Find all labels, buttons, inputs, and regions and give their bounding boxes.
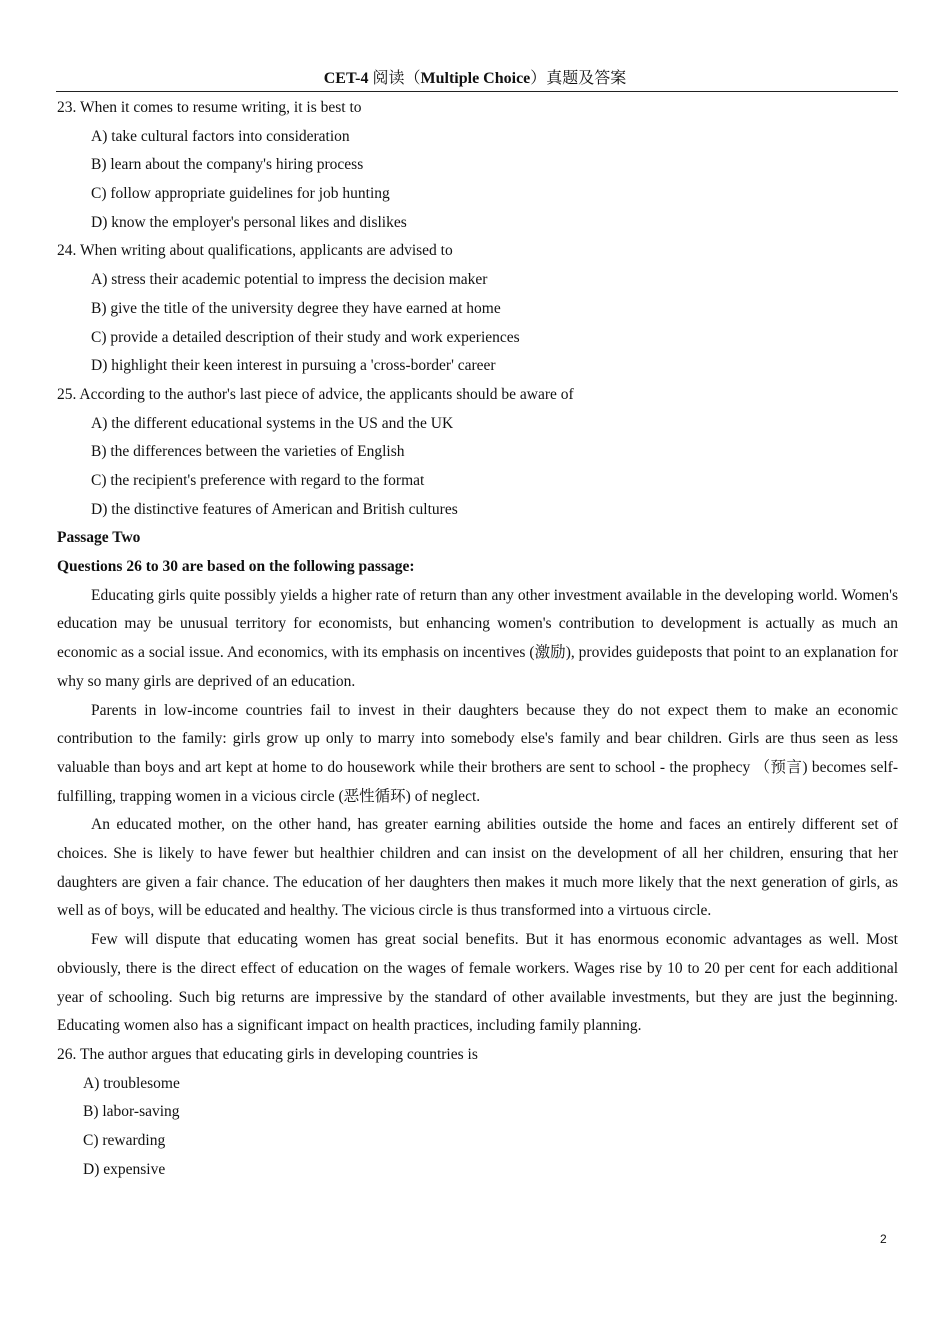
passage-paragraph: Educating girls quite possibly yields a higher rate of return than any other investment available in the developing world. Women's education may be unusual territory for economists, but enhancing women's contribution to development is actually as much an economic as a social issue. And economics, with its emphasis on incentives (激励), provides guideposts that point to an explanation for why so many girls are deprived of an education. <box>57 586 898 690</box>
answer-option: A) take cultural factors into consideration <box>91 127 350 145</box>
question-stem: 26. The author argues that educating girls in developing countries is <box>57 1045 478 1063</box>
document-body <box>57 94 898 1184</box>
page-header-title <box>0 68 950 90</box>
answer-option: D) highlight their keen interest in pursuing a 'cross-border' career <box>91 357 496 375</box>
question-stem: 25. According to the author's last piece of advice, the applicants should be aware of <box>57 385 574 403</box>
passage-subheading: Questions 26 to 30 are based on the following passage: <box>57 558 415 575</box>
answer-option: C) the recipient's preference with regard to the format <box>91 471 425 489</box>
question-stem: 23. When it comes to resume writing, it is best to <box>57 99 362 116</box>
answer-option: C) follow appropriate guidelines for job hunting <box>91 185 390 203</box>
header-title-prefix: CET-4 <box>323 70 369 87</box>
header-title-cn2: ）真题及答案 <box>530 70 627 87</box>
passage-heading: Passage Two <box>57 529 141 547</box>
question-25 <box>57 381 898 524</box>
passage-paragraph: Few will dispute that educating women has great social benefits. But it has enormous economic advantages as well. Most obviously, there is the direct effect of education on the wages of female workers. Wages rise by 10 to 20 per cent for each additional year of schooling. Such big returns are impressive by the standard of other available investments, but they are just the beginning. Educating women also has a significant impact on health practices, including family planning. <box>57 931 898 1035</box>
answer-option: C) provide a detailed description of their study and work experiences <box>91 328 520 346</box>
passage-paragraph: An educated mother, on the other hand, has greater earning abilities outside the home and faces an entirely different set of choices. She is likely to have fewer but healthier children and can insist on the development of all her children, ensuring that her daughters are given a fair chance. The education of her daughters then makes it much more likely that the next generation of girls, as well as of boys, will be educated and healthy. The vicious circle is thus transformed into a virtuous circle. <box>57 816 898 920</box>
question-stem: 24. When writing about qualifications, applicants are advised to <box>57 242 453 260</box>
question-24 <box>57 237 898 380</box>
header-title-en: Multiple Choice <box>420 70 531 87</box>
answer-option: D) expensive <box>83 1160 166 1178</box>
answer-option: D) the distinctive features of American and British cultures <box>91 500 458 518</box>
answer-option: B) labor-saving <box>83 1103 180 1121</box>
header-title-cn1: 阅读（ <box>368 70 421 87</box>
question-23 <box>57 94 898 237</box>
question-26 <box>57 1041 898 1184</box>
header-rule <box>56 91 898 92</box>
answer-option: A) stress their academic potential to impress the decision maker <box>91 271 488 289</box>
answer-option: B) learn about the company's hiring process <box>91 156 364 174</box>
answer-option: A) troublesome <box>83 1074 180 1092</box>
answer-option: B) give the title of the university degree they have earned at home <box>91 299 501 317</box>
answer-option: C) rewarding <box>83 1132 166 1149</box>
answer-option: B) the differences between the varieties of English <box>91 443 405 461</box>
page-number: 2 <box>880 1232 887 1246</box>
passage-paragraph: Parents in low-income countries fail to invest in their daughters because they do not expect them to make an economic contribution to the family: girls grow up only to marry into somebody else's family and bear children. Girls are thus seen as less valuable than boys and art kept at home to do housework while their brothers are sent to school - the prophecy （预言) becomes self- fulfilling, trapping women in a vicious circle (恶性循环) of neglect. <box>57 701 898 805</box>
answer-option: A) the different educational systems in the US and the UK <box>91 414 454 432</box>
answer-option: D) know the employer's personal likes and dislikes <box>91 213 407 231</box>
